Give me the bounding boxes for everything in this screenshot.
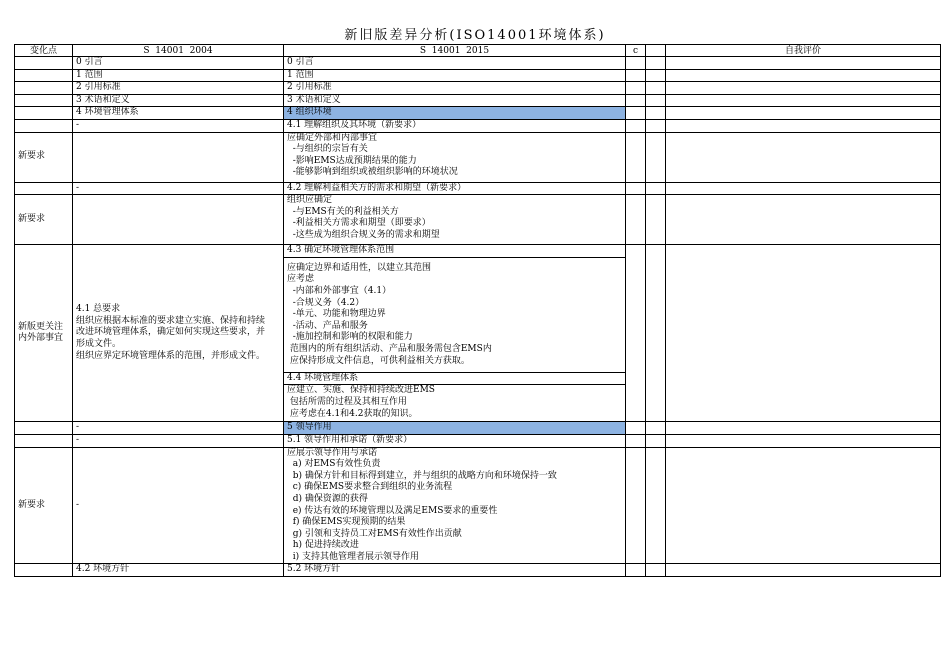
- c-cell: [626, 422, 646, 435]
- new-clause-detail: 应确定边界和适用性，以建立其范围 应考虑 -内部和外部事宜（4.1） -合规义务（4.2） -单元、功能和物理边界 -活动、产品和服务 -施加控制和影响的权限和能力 范围内的所有组织活动、产品和服务需包含EMS内 应保持形成文件信息，可供利益相关方获取。: [284, 257, 626, 372]
- self-eval-cell: [666, 195, 941, 245]
- change-cell: [15, 182, 73, 195]
- c-cell: [626, 119, 646, 132]
- header-c: c: [626, 45, 646, 57]
- header-old-standard: S 14001 2004: [73, 45, 284, 57]
- old-clause: 4 环境管理体系: [73, 107, 284, 120]
- old-clause: [73, 195, 284, 245]
- blank-cell: [646, 82, 666, 95]
- c-cell: [626, 245, 646, 422]
- self-eval-cell: [666, 69, 941, 82]
- self-eval-cell: [666, 182, 941, 195]
- new-clause: 0 引言: [284, 57, 626, 70]
- new-clause-detail: 应确定外部和内部事宜 -与组织的宗旨有关 -影响EMS达成预期结果的能力 -能够影响到组织或被组织影响的环境状况: [284, 132, 626, 182]
- new-clause: 5.1 领导作用和承诺（新要求）: [284, 434, 626, 447]
- self-eval-cell: [666, 434, 941, 447]
- old-clause: -: [73, 447, 284, 564]
- change-cell: 新要求: [15, 447, 73, 564]
- table-row: [15, 82, 941, 95]
- table-row: [15, 69, 941, 82]
- self-eval-cell: [666, 132, 941, 182]
- new-clause-highlight: 5 领导作用: [284, 422, 626, 435]
- c-cell: [626, 94, 646, 107]
- table-row: [15, 119, 941, 132]
- self-eval-cell: [666, 82, 941, 95]
- header-row: [15, 45, 941, 57]
- blank-cell: [646, 94, 666, 107]
- change-cell: 新版更关注 内外部事宜: [15, 245, 73, 422]
- old-clause: 4.2 环境方针: [73, 564, 284, 577]
- table-row: [15, 245, 941, 258]
- old-clause: [73, 132, 284, 182]
- table-row: [15, 564, 941, 577]
- blank-cell: [646, 119, 666, 132]
- self-eval-cell: [666, 57, 941, 70]
- old-clause: -: [73, 119, 284, 132]
- old-clause-detail: 4.1 总要求 组织应根据本标准的要求建立实施、保持和持续 改进环境管理体系，确定如何实现这些要求，并 形成文件。 组织应界定环境管理体系的范围，并形成文件。: [73, 245, 284, 422]
- self-eval-cell: [666, 447, 941, 564]
- header-self-eval: 自我评价: [666, 45, 941, 57]
- table-row: [15, 107, 941, 120]
- old-clause: -: [73, 434, 284, 447]
- header-blank: [646, 45, 666, 57]
- blank-cell: [646, 107, 666, 120]
- blank-cell: [646, 182, 666, 195]
- change-cell: [15, 422, 73, 435]
- new-clause: 4.4 环境管理体系: [284, 372, 626, 385]
- old-clause: 0 引言: [73, 57, 284, 70]
- change-cell: 新要求: [15, 195, 73, 245]
- change-cell: [15, 107, 73, 120]
- c-cell: [626, 182, 646, 195]
- blank-cell: [646, 422, 666, 435]
- table-row: [15, 57, 941, 70]
- change-cell: [15, 564, 73, 577]
- page-title: 新旧版差异分析(ISO14001环境体系): [344, 28, 606, 43]
- table-row: [15, 434, 941, 447]
- old-clause: 1 范围: [73, 69, 284, 82]
- header-new-standard: S 14001 2015: [284, 45, 626, 57]
- table-row: [15, 447, 941, 564]
- c-cell: [626, 107, 646, 120]
- new-clause-detail: 组织应确定 -与EMS有关的利益相关方 -利益相关方需求和期望（即要求） -这些成为组织合规义务的需求和期望: [284, 195, 626, 245]
- blank-cell: [646, 195, 666, 245]
- new-clause-detail: 应展示领导作用与承诺 a) 对EMS有效性负责 b) 确保方针和目标得到建立，并与组织的战略方向和环境保持一致 c) 确保EMS要求整合到组织的业务流程 d) 确保资源的获得 e) 传达有效的环境管理以及满足EMS要求的重要性 f) 确保EMS实现预期的结果 g) 引领和支持员工对EMS有效性作出贡献 h) 促进持续改进 i) 支持其他管理者展示领导作用: [284, 447, 626, 564]
- table-row: [15, 195, 941, 245]
- blank-cell: [646, 245, 666, 422]
- c-cell: [626, 57, 646, 70]
- change-cell: [15, 57, 73, 70]
- new-clause-highlight: 4 组织环境: [284, 107, 626, 120]
- change-cell: [15, 69, 73, 82]
- blank-cell: [646, 434, 666, 447]
- c-cell: [626, 195, 646, 245]
- new-clause: 4.1 理解组织及其环境（新要求）: [284, 119, 626, 132]
- change-cell: [15, 119, 73, 132]
- c-cell: [626, 82, 646, 95]
- new-clause: 4.3 确定环境管理体系范围: [284, 245, 626, 258]
- table-row: [15, 182, 941, 195]
- table-row: [15, 94, 941, 107]
- table-row: [15, 132, 941, 182]
- change-cell: [15, 94, 73, 107]
- self-eval-cell: [666, 564, 941, 577]
- self-eval-cell: [666, 107, 941, 120]
- table-row: [15, 422, 941, 435]
- change-cell: 新要求: [15, 132, 73, 182]
- change-cell: [15, 82, 73, 95]
- old-clause: -: [73, 182, 284, 195]
- new-clause: 2 引用标准: [284, 82, 626, 95]
- blank-cell: [646, 69, 666, 82]
- header-change-point: 变化点: [15, 45, 73, 57]
- c-cell: [626, 69, 646, 82]
- old-clause: -: [73, 422, 284, 435]
- self-eval-cell: [666, 94, 941, 107]
- c-cell: [626, 447, 646, 564]
- blank-cell: [646, 57, 666, 70]
- c-cell: [626, 564, 646, 577]
- c-cell: [626, 132, 646, 182]
- c-cell: [626, 434, 646, 447]
- self-eval-cell: [666, 119, 941, 132]
- old-clause: 2 引用标准: [73, 82, 284, 95]
- new-clause: 1 范围: [284, 69, 626, 82]
- old-clause: 3 术语和定义: [73, 94, 284, 107]
- new-clause: 5.2 环境方针: [284, 564, 626, 577]
- new-clause: 3 术语和定义: [284, 94, 626, 107]
- blank-cell: [646, 564, 666, 577]
- new-clause: 4.2 理解利益相关方的需求和期望（新要求）: [284, 182, 626, 195]
- self-eval-cell: [666, 245, 941, 422]
- gap-analysis-table: [14, 44, 941, 577]
- self-eval-cell: [666, 422, 941, 435]
- blank-cell: [646, 132, 666, 182]
- blank-cell: [646, 447, 666, 564]
- change-cell: [15, 434, 73, 447]
- new-clause-detail: 应建立、实施、保持和持续改进EMS 包括所需的过程及其相互作用 应考虑在4.1和4.2获取的知识。: [284, 385, 626, 422]
